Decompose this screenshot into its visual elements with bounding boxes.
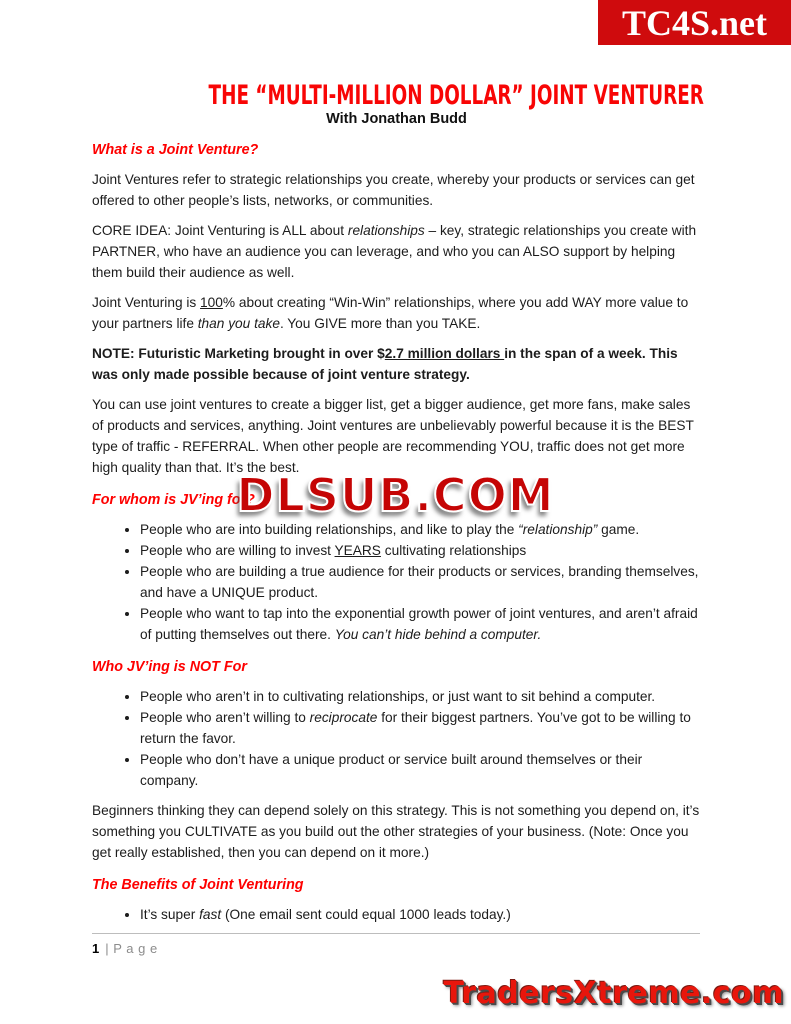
underline-segment: 2.7 million dollars	[384, 346, 505, 361]
list-jv-not-for	[92, 686, 701, 791]
document-title	[92, 78, 704, 111]
italic-segment: than you take	[197, 316, 280, 331]
paragraph-uses: You can use joint ventures to create a bigger list, get a bigger audience, get more fans, make sales of products and services, anything. Joint ventures are unbelievably powerful because it is the BEST type of traffic - REFERRAL. When other people are recommending YOU, traffic does not get more high quality than that. It’s the best.	[92, 397, 694, 475]
text-segment: CORE IDEA: Joint Venturing is ALL about	[92, 223, 348, 238]
text-segment: People who aren’t willing to	[140, 710, 310, 725]
text-segment: % about creating “Win-Win” relationships, where you add WAY more value to your partners life	[92, 295, 689, 331]
italic-segment: relationships	[347, 223, 425, 238]
paragraph-note-bold	[92, 343, 701, 385]
heading-what-is-a-joint-venture: What is a Joint Venture?	[92, 142, 259, 158]
page-number: 1	[92, 941, 100, 956]
list-item	[140, 519, 701, 540]
paragraph-win-win	[92, 292, 701, 334]
italic-segment: reciprocate	[309, 710, 378, 725]
text-segment: NOTE: Futuristic Marketing brought in over $	[92, 346, 385, 361]
text-segment: People who are willing to invest	[140, 543, 335, 558]
page-footer	[92, 933, 700, 956]
list-item	[140, 603, 701, 645]
list-jv-for	[92, 519, 701, 645]
dlsub-watermark: DLSUB.COM	[236, 468, 555, 522]
text-segment: cultivating relationships	[380, 543, 527, 558]
list-item	[140, 904, 701, 925]
text-segment: People who want to tap into the exponential growth power of joint ventures, and aren’t afraid of putting themselves out there.	[140, 606, 698, 642]
list-benefits	[92, 904, 701, 925]
text-segment: People who are into building relationships, and like to play the	[140, 522, 519, 537]
heading-not-for: Who JV’ing is NOT For	[92, 659, 247, 675]
text-segment: for their biggest partners. You’ve got to be willing to return the favor.	[140, 710, 691, 746]
text-segment: . You GIVE more than you TAKE.	[279, 316, 481, 331]
italic-segment: fast	[199, 907, 222, 922]
text-segment: It’s super	[140, 907, 200, 922]
italic-segment: You can’t hide behind a computer.	[334, 627, 542, 642]
underline-segment: 100	[200, 295, 223, 310]
underline-segment: YEARS	[334, 543, 381, 558]
list-item: • People who are building a true audience for their products or services, branding themselves, and have a UNIQUE product.	[140, 561, 701, 603]
italic-segment: “relationship”	[518, 522, 598, 537]
paragraph-core-idea	[92, 220, 701, 283]
byline: With Jonathan Budd	[326, 111, 467, 127]
text-segment: game.	[597, 522, 640, 537]
text-segment: Joint Venturing is	[92, 295, 201, 310]
list-item: • People who don’t have a unique product or service built around themselves or their company.	[140, 749, 701, 791]
text-segment: in the span of a week. This was only made possible because of joint venture strategy.	[92, 346, 678, 382]
page-label: | P a g e	[105, 941, 158, 956]
tc4s-watermark: TC4S.net	[598, 0, 791, 45]
list-item	[140, 540, 701, 561]
document-title-text: THE “MULTI-MILLION DOLLAR” JOINT VENTURER	[208, 80, 704, 111]
paragraph-definition: Joint Ventures refer to strategic relationships you create, whereby your products or services can get offered to other people’s lists, networks, or communities.	[92, 172, 695, 208]
text-segment: – key, strategic relationships you create with PARTNER, who have an audience you can leverage, and who you can ALSO support by helping them build their audience as well.	[92, 223, 697, 280]
heading-benefits: The Benefits of Joint Venturing	[92, 877, 304, 893]
heading-for-whom: For whom is JV’ing for?	[92, 492, 255, 508]
list-item: • People who aren’t in to cultivating relationships, or just want to sit behind a computer.	[140, 686, 701, 707]
paragraph-beginners: Beginners thinking they can depend solely on this strategy. This is not something you depend on, it’s something you CULTIVATE as you build out the other strategies of your business. (Note: Once you get really established, then you can depend on it more.)	[92, 803, 700, 860]
tradersxtreme-watermark: TradersXtreme.com	[443, 976, 784, 1011]
list-item	[140, 707, 701, 749]
text-segment: (One email sent could equal 1000 leads today.)	[221, 907, 511, 922]
